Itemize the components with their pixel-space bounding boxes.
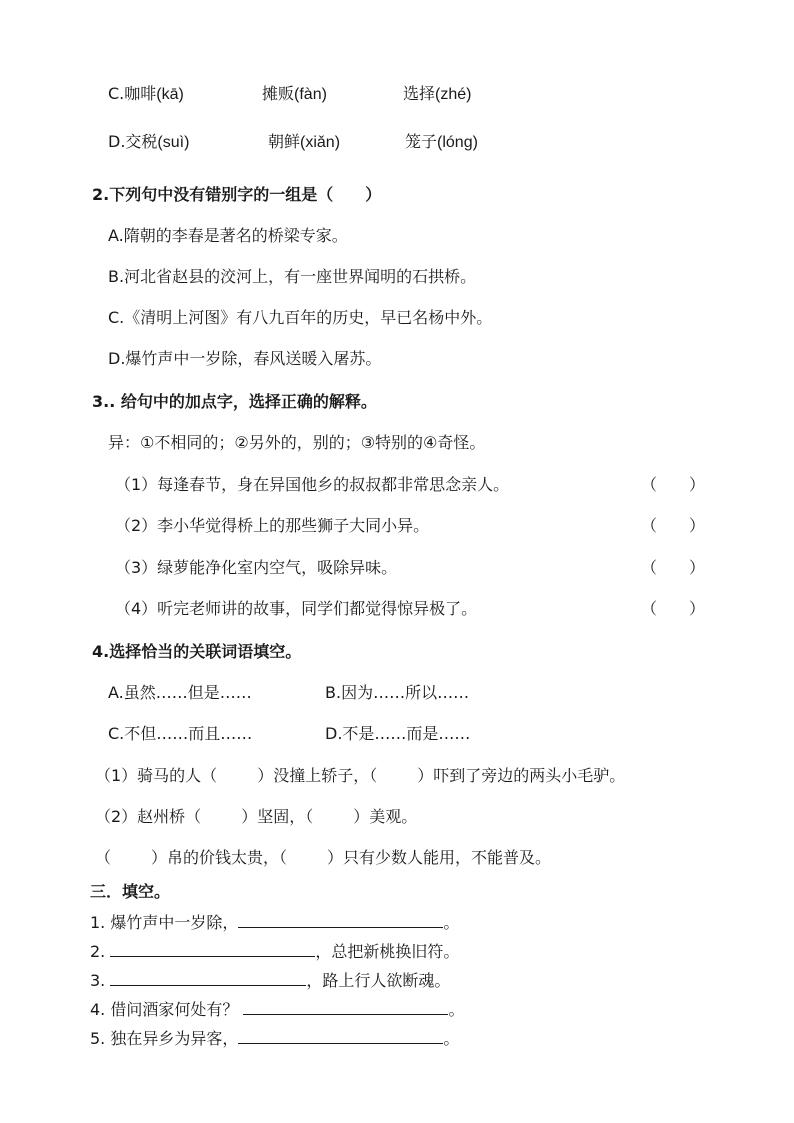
fill-blank-5[interactable] bbox=[238, 1028, 443, 1044]
q3-answer-2[interactable]: （ ） bbox=[641, 516, 706, 535]
q3-item-1: （1）每逢春节，身在异国他乡的叔叔都非常思念亲人。 bbox=[115, 475, 510, 494]
q4-title: 4.选择恰当的关联词语填空。 bbox=[92, 642, 302, 661]
fill-item-2: 2. ，总把新桃换旧符。 bbox=[90, 942, 460, 961]
q3-title: 3.. 给句中的加点字，选择正确的解释。 bbox=[92, 392, 377, 411]
q3-item-4: （4）听完老师讲的故事，同学们都觉得惊异极了。 bbox=[115, 599, 478, 618]
q4-sentence-1: （1）骑马的人（ ）没撞上轿子，（ ）吓到了旁边的两头小毛驴。 bbox=[95, 766, 626, 785]
q4-sentence-3: （ ）帛的价钱太贵，（ ）只有少数人能用，不能普及。 bbox=[95, 848, 552, 867]
option-label: C. bbox=[108, 84, 125, 103]
q3-answer-1[interactable]: （ ） bbox=[641, 475, 706, 494]
q4-option-a: A.虽然……但是…… bbox=[108, 683, 252, 702]
q1-option-c-word3: 选择(zhé) bbox=[403, 84, 472, 103]
q1-option-c: C.咖啡(kā) bbox=[108, 84, 184, 103]
q2-option-a: A.隋朝的李春是著名的桥梁专家。 bbox=[108, 226, 348, 245]
fill-item-1: 1. 爆竹声中一岁除， 。 bbox=[90, 913, 460, 932]
fill-blank-3[interactable] bbox=[110, 970, 306, 986]
q2-option-c: C.《清明上河图》有八九百年的历史，早已名杨中外。 bbox=[108, 308, 493, 327]
section3-title: 三．填空。 bbox=[90, 882, 171, 901]
q3-item-3: （3）绿萝能净化室内空气，吸除异味。 bbox=[115, 558, 398, 577]
fill-item-3: 3. ，路上行人欲断魂。 bbox=[90, 971, 451, 990]
q2-option-b: B.河北省赵县的洨河上，有一座世界闻明的石拱桥。 bbox=[108, 267, 477, 286]
q1-option-d: D.交税(suì) bbox=[108, 132, 190, 151]
q4-option-c: C.不但……而且…… bbox=[108, 724, 253, 743]
fill-blank-4[interactable] bbox=[243, 999, 448, 1015]
q1-option-c-word2: 摊贩(fàn) bbox=[262, 84, 327, 103]
q3-answer-3[interactable]: （ ） bbox=[641, 558, 706, 577]
fill-item-5: 5. 独在异乡为异客， 。 bbox=[90, 1029, 460, 1048]
q1-option-d-word2: 朝鲜(xiǎn) bbox=[268, 132, 341, 151]
q3-definition: 异：①不相同的；②另外的，别的；③特别的④奇怪。 bbox=[108, 433, 486, 452]
q1-option-d-word3: 笼子(lóng) bbox=[405, 132, 478, 151]
fill-blank-2[interactable] bbox=[110, 941, 315, 957]
q4-option-b: B.因为……所以…… bbox=[325, 683, 470, 702]
q4-sentence-2: （2）赵州桥（ ）坚固，（ ）美观。 bbox=[95, 807, 418, 826]
option-label: D. bbox=[108, 132, 126, 151]
q3-answer-4[interactable]: （ ） bbox=[641, 599, 706, 618]
q2-title: 2.下列句中没有错别字的一组是（ ） bbox=[92, 185, 382, 204]
fill-item-4: 4. 借问酒家何处有？ 。 bbox=[90, 1000, 465, 1019]
q4-option-d: D.不是……而是…… bbox=[325, 724, 471, 743]
q2-option-d: D.爆竹声中一岁除，春风送暖入屠苏。 bbox=[108, 349, 382, 368]
fill-blank-1[interactable] bbox=[238, 912, 443, 928]
q3-item-2: （2）李小华觉得桥上的那些狮子大同小异。 bbox=[115, 516, 430, 535]
